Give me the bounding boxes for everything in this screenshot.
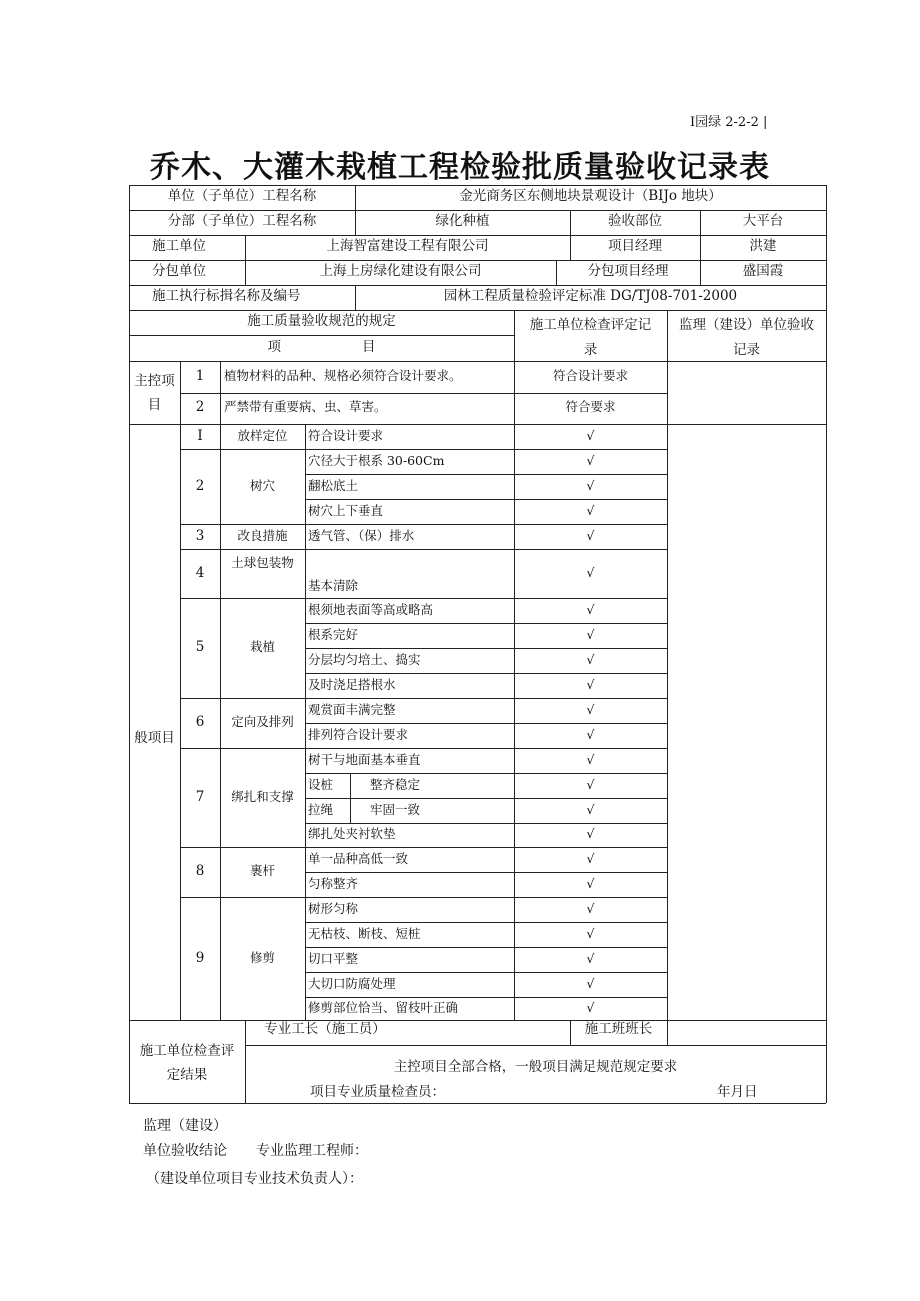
grid-line (245, 1045, 826, 1046)
general-item-result: √ (586, 601, 595, 617)
main-control-no: 1 (195, 368, 205, 384)
unit-project-label: 单位（子单位）工程名称 (167, 188, 317, 204)
general-item-result: √ (586, 999, 595, 1015)
supervisor-check-header: 监理（建设）单位验收 (679, 317, 814, 333)
grid-line (305, 922, 667, 923)
general-item-text: 拉绳 (308, 801, 334, 817)
general-group-no: 2 (195, 477, 205, 494)
grid-line (129, 235, 826, 236)
pm-value: 洪建 (749, 238, 777, 254)
team-leader-label: 施工班班长 (584, 1021, 653, 1037)
general-group-no: 9 (195, 949, 205, 966)
general-item-result: √ (586, 626, 595, 642)
general-item-text: 符合设计要求 (308, 427, 384, 443)
footer-owner-label: （建设单位项目专业技术负责人）： (146, 1171, 363, 1187)
foreman-label: 专业工长（施工员） (264, 1021, 386, 1037)
general-group-name: 裹杆 (249, 863, 275, 878)
grid-line (305, 424, 306, 1020)
main-control-text: 植物材料的品种、规格必须符合设计要求。 (224, 368, 462, 383)
grid-line (350, 773, 351, 798)
construction-unit-value: 上海智富建设工程有限公司 (326, 238, 489, 254)
general-group-name: 绑扎和支撑 (231, 788, 294, 804)
general-group-no: 7 (195, 788, 205, 805)
general-item-text: 翻松底土 (308, 477, 359, 493)
sub-pm-label: 分包项目经理 (587, 263, 669, 279)
general-item-text: 切口平整 (308, 950, 359, 966)
general-group-name: 放样定位 (237, 427, 288, 443)
general-item-text: 单一品种高低一致 (308, 850, 409, 866)
main-control-label: 目 (147, 397, 162, 413)
grid-line (305, 648, 667, 649)
grid-line (305, 972, 667, 973)
general-item-result: √ (586, 477, 595, 493)
quality-inspector-label: 项目专业质量检查员： (310, 1084, 445, 1100)
grid-line (180, 393, 667, 394)
general-item-text: 分层均匀培土、捣实 (308, 651, 421, 667)
grid-line (305, 997, 667, 998)
general-item-text: 根须地表面等高或略高 (308, 601, 434, 617)
general-item-result: √ (586, 925, 595, 941)
general-item-text: 匀称整齐 (308, 875, 359, 891)
grid-line (305, 823, 667, 824)
general-item-text: 牢固一致 (370, 801, 421, 817)
general-item-text: 修剪部位恰当、留枝叶正确 (308, 999, 459, 1015)
general-item-result: √ (586, 726, 595, 742)
division-label: 分部（子单位）工程名称 (167, 213, 317, 229)
general-item-result: √ (586, 502, 595, 518)
grid-line (180, 897, 667, 898)
general-item-text: 穴径大于根系 30-60Cm (308, 452, 445, 468)
general-group-no: 6 (195, 714, 205, 730)
general-item-result: √ (586, 776, 595, 792)
acceptance-part-value: 大平台 (742, 213, 784, 229)
grid-line (667, 1020, 668, 1045)
general-item-text: 大切口防腐处理 (308, 975, 396, 991)
general-group-no: 4 (195, 564, 205, 581)
spec-column-header: 施工质量验收规范的规定 (247, 313, 396, 329)
grid-line (180, 847, 667, 848)
general-item-result: √ (586, 751, 595, 767)
grid-line (305, 947, 667, 948)
item-column-header: 项 目 (267, 339, 376, 355)
contractor-result-label: 施工单位检查评 (139, 1043, 235, 1059)
date-label: 年月日 (717, 1084, 758, 1100)
grid-line (180, 549, 667, 550)
main-control-result: 符合要求 (565, 399, 616, 414)
general-group-name: 树穴 (249, 477, 275, 493)
general-group-name: 定向及排列 (231, 714, 294, 729)
footer-engineer-label: 专业监理工程师： (256, 1143, 368, 1159)
general-item-result: √ (586, 801, 595, 817)
general-item-text: 基本清除 (308, 578, 359, 593)
main-control-result: 符合设计要求 (552, 368, 628, 383)
general-item-text: 设桩 (308, 776, 334, 792)
main-control-text: 严禁带有重要病、虫、草害。 (224, 399, 387, 414)
subcontract-value: 上海上房绿化建设有限公司 (319, 263, 482, 279)
grid-line (305, 723, 667, 724)
general-item-text: 及时浇足搭根水 (308, 676, 396, 692)
contractor-conclusion: 主控项目全部合格，一般项目满足规范规定要求 (393, 1059, 678, 1075)
grid-line (180, 361, 181, 1020)
general-item-result: √ (586, 527, 595, 543)
general-item-text: 绑扎处夹衬软垫 (308, 826, 396, 841)
grid-line (305, 798, 667, 799)
grid-line (129, 1103, 826, 1104)
general-item-text: 透气管、（保）排水 (308, 527, 415, 543)
division-value: 绿化种植 (435, 213, 490, 229)
general-item-text: 观赏面丰满完整 (308, 701, 396, 717)
grid-line (129, 285, 826, 286)
general-group-no: 5 (195, 639, 205, 655)
grid-line (129, 361, 826, 362)
grid-line (305, 872, 667, 873)
grid-line (826, 185, 827, 1103)
general-item-text: 根系完好 (308, 626, 359, 642)
general-item-text: 树形匀称 (308, 900, 359, 916)
grid-line (129, 1020, 826, 1021)
grid-line (350, 798, 351, 823)
footer-supervision-label: 监理（建设） (143, 1118, 227, 1134)
general-item-result: √ (586, 701, 595, 717)
grid-line (129, 335, 514, 336)
main-control-label: 主控项 (134, 373, 175, 389)
general-item-result: √ (586, 975, 595, 991)
general-item-result: √ (586, 875, 595, 891)
form-code: I园绿 2-2-2 | (690, 115, 768, 130)
grid-line (305, 499, 667, 500)
grid-line (180, 698, 667, 699)
contractor-result-label: 定结果 (166, 1067, 208, 1083)
acceptance-part-label: 验收部位 (608, 213, 662, 229)
grid-line (129, 260, 826, 261)
grid-line (129, 210, 826, 211)
grid-line (667, 310, 668, 1020)
general-item-result: √ (586, 452, 595, 468)
grid-line (220, 361, 221, 1020)
general-item-text: 无枯枝、断枝、短桩 (308, 925, 421, 941)
grid-line (129, 185, 826, 186)
grid-line (305, 474, 667, 475)
main-control-no: 2 (195, 399, 205, 415)
general-group-name: 修剪 (249, 949, 275, 965)
grid-line (180, 449, 667, 450)
general-group-name: 土球包装物 (231, 555, 294, 570)
grid-line (180, 748, 667, 749)
general-group-no: 3 (195, 527, 205, 544)
unit-project-value: 金光商务区东侧地块景观设计（BIJo 地块） (459, 188, 722, 204)
pm-label: 项目经理 (608, 238, 662, 254)
general-item-text: 树干与地面基本垂直 (308, 751, 421, 767)
general-item-result: √ (586, 564, 595, 580)
contractor-check-header: 录 (583, 342, 598, 358)
general-item-result: √ (586, 850, 595, 866)
general-item-text: 树穴上下垂直 (308, 502, 384, 518)
general-item-text: 排列符合设计要求 (308, 726, 409, 742)
grid-line (129, 310, 826, 311)
grid-line (129, 424, 826, 425)
general-group-name: 栽植 (249, 639, 275, 654)
general-item-result: √ (586, 651, 595, 667)
standard-value: 园林工程质量检验评定标准 DG/TJ08-701-2000 (443, 288, 738, 304)
grid-line (180, 598, 667, 599)
general-group-no: I (197, 427, 203, 444)
inspection-table (129, 185, 826, 1104)
grid-line (305, 673, 667, 674)
general-items-label: 般项目 (134, 730, 175, 746)
grid-line (305, 773, 667, 774)
general-group-name: 改良措施 (237, 527, 288, 543)
page-title: 乔木、大灌木栽植工程检验批质量验收记录表 (150, 150, 770, 185)
grid-line (305, 623, 667, 624)
general-group-no: 8 (195, 863, 205, 879)
supervisor-check-header: 记录 (733, 342, 760, 358)
general-item-result: √ (586, 826, 595, 841)
general-item-result: √ (586, 676, 595, 692)
footer-acceptance-label: 单位验收结论 (143, 1143, 227, 1159)
standard-label: 施工执行标揖名称及编号 (152, 288, 301, 304)
general-item-result: √ (586, 427, 595, 443)
general-item-result: √ (586, 900, 595, 916)
construction-unit-label: 施工单位 (152, 238, 206, 254)
general-item-text: 整齐稳定 (370, 776, 421, 792)
general-item-result: √ (586, 950, 595, 966)
sub-pm-value: 盛国霞 (742, 263, 784, 279)
contractor-check-header: 施工单位检查评定记 (529, 317, 652, 333)
grid-line (180, 524, 667, 525)
subcontract-label: 分包单位 (152, 263, 206, 279)
